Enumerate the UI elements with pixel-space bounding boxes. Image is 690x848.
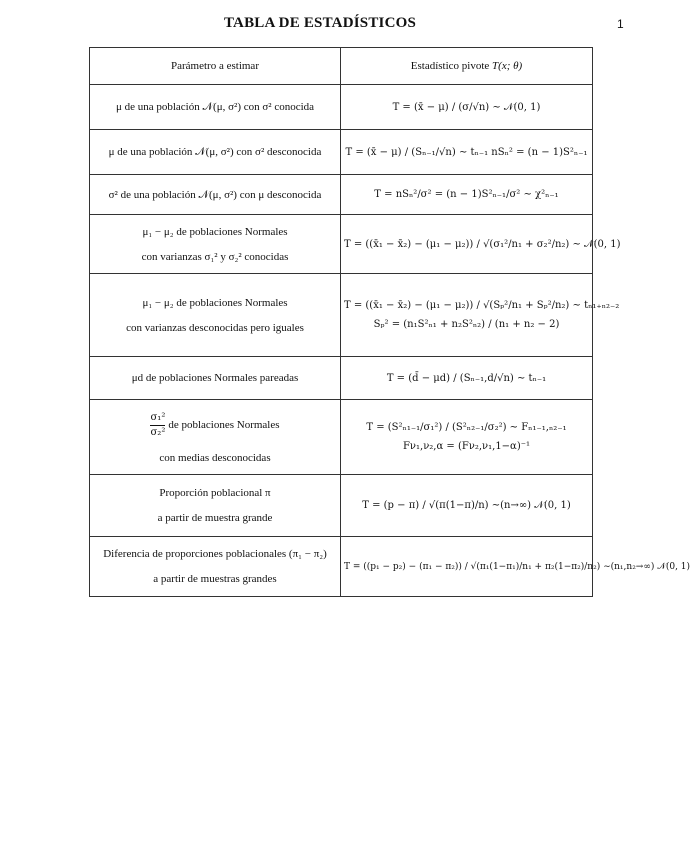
variance-ratio-fraction	[150, 411, 165, 440]
parameter-cell	[90, 130, 341, 175]
parameter-text: Proporción poblacional π	[159, 487, 271, 499]
table-row	[90, 215, 593, 274]
parameter-text: Diferencia de proporciones poblacionales (π₁ − π₂)	[103, 548, 327, 560]
statistic-formula: T = (d̄ − μd) / (Sₙ₋₁,d/√n) ∼ tₙ₋₁	[386, 372, 547, 384]
fraction-numerator: σ₁²	[150, 411, 166, 423]
statistic-formula: T = (p − π) / √(π(1−π)/n) ∼(n→∞) 𝒩(0, 1)	[362, 500, 571, 511]
statistic-formula: T = (x̄ − μ) / (σ/√n) ∼ 𝒩(0, 1)	[392, 101, 541, 113]
statistic-formula: T = nSₙ²/σ² = (n − 1)S²ₙ₋₁/σ² ∼ χ²ₙ₋₁	[374, 189, 559, 200]
parameter-text: σ² de una población 𝒩(μ, σ²) con μ desconocida	[108, 188, 322, 201]
statistic-formula: T = (x̄ − μ) / (Sₙ₋₁/√n) ∼ tₙ₋₁ nSₙ² = (n − 1)S²ₙ₋₁	[345, 146, 588, 158]
statistic-cell	[341, 215, 621, 274]
parameter-text: con varianzas σ₁² y σ₂² conocidas	[141, 250, 289, 263]
table-row	[90, 357, 593, 400]
parameter-cell	[90, 357, 341, 400]
f-quantile-identity: Fν₁,ν₂,α = (Fν₂,ν₁,1−α)⁻¹	[402, 441, 531, 452]
parameter-cell	[90, 274, 341, 357]
header-statistic-math: T(x; θ)	[492, 60, 523, 72]
parameter-text: μ de una población 𝒩(μ, σ²) con σ² desconocida	[108, 146, 322, 158]
pooled-variance-formula: Sₚ² = (n₁S²ₙ₁ + n₂S²ₙ₂) / (n₁ + n₂ − 2)	[373, 319, 560, 330]
table-header-row	[90, 48, 593, 85]
table-row	[90, 175, 593, 215]
statistic-cell	[341, 475, 593, 537]
table-row	[90, 130, 593, 175]
parameter-text: μ de una población 𝒩(μ, σ²) con σ² conocida	[115, 101, 315, 113]
parameter-text: μ₁ − μ₂ de poblaciones Normales	[142, 225, 288, 238]
parameter-text: a partir de muestras grandes	[153, 573, 277, 585]
statistics-table	[89, 47, 690, 597]
table-row	[90, 537, 593, 597]
statistic-cell	[341, 357, 593, 400]
parameter-line	[93, 410, 337, 440]
parameter-text: de poblaciones Normales	[168, 419, 280, 431]
statistic-cell	[341, 274, 620, 357]
statistic-formula: T = (S²ₙ₁₋₁/σ₁²) / (S²ₙ₂₋₁/σ₂²) ∼ Fₙ₁₋₁,ₙ₂₋₁	[366, 422, 567, 433]
parameter-cell	[90, 215, 341, 274]
parameter-text: con medias desconocidas	[159, 451, 271, 464]
statistic-cell	[341, 537, 690, 597]
header-statistic	[341, 48, 593, 85]
page-number: 1	[617, 17, 624, 31]
header-statistic-text: Estadístico pivote	[410, 60, 490, 72]
table-row	[90, 85, 593, 130]
statistic-formula: T = ((x̄₁ − x̄₂) − (μ₁ − μ₂)) / √(σ₁²/n₁ + σ₂²/n₂) ∼ 𝒩(0, 1)	[344, 238, 621, 250]
statistic-cell	[341, 175, 593, 215]
table-row	[90, 400, 593, 475]
statistic-cell	[341, 400, 593, 475]
statistic-formula: T = ((p₁ − p₂) − (π₁ − π₂)) / √(π₁(1−π₁)/n₁ + π₂(1−π₂)/n₂) ∼(n₁,n₂→∞) 𝒩(0, 1)	[344, 561, 690, 572]
table-row	[90, 274, 593, 357]
fraction-denominator: σ₂²	[150, 426, 166, 438]
header-parameter: Parámetro a estimar	[90, 48, 341, 85]
statistic-cell	[341, 130, 593, 175]
parameter-cell	[90, 475, 341, 537]
parameter-cell	[90, 400, 341, 475]
parameter-text: μ₁ − μ₂ de poblaciones Normales	[142, 296, 288, 309]
parameter-text: a partir de muestra grande	[157, 512, 273, 524]
table-row	[90, 475, 593, 537]
parameter-cell	[90, 175, 341, 215]
parameter-text: μd de poblaciones Normales pareadas	[131, 372, 299, 384]
parameter-text: con varianzas desconocidas pero iguales	[126, 321, 304, 334]
page-title: TABLA DE ESTADÍSTICOS	[223, 15, 417, 31]
parameter-cell	[90, 85, 341, 130]
parameter-cell	[90, 537, 341, 597]
statistic-formula: T = ((x̄₁ − x̄₂) − (μ₁ − μ₂)) / √(Sₚ²/n₁ + Sₚ²/n₂) ∼ tₙ₁₊ₙ₂₋₂	[344, 300, 620, 311]
statistic-cell	[341, 85, 593, 130]
